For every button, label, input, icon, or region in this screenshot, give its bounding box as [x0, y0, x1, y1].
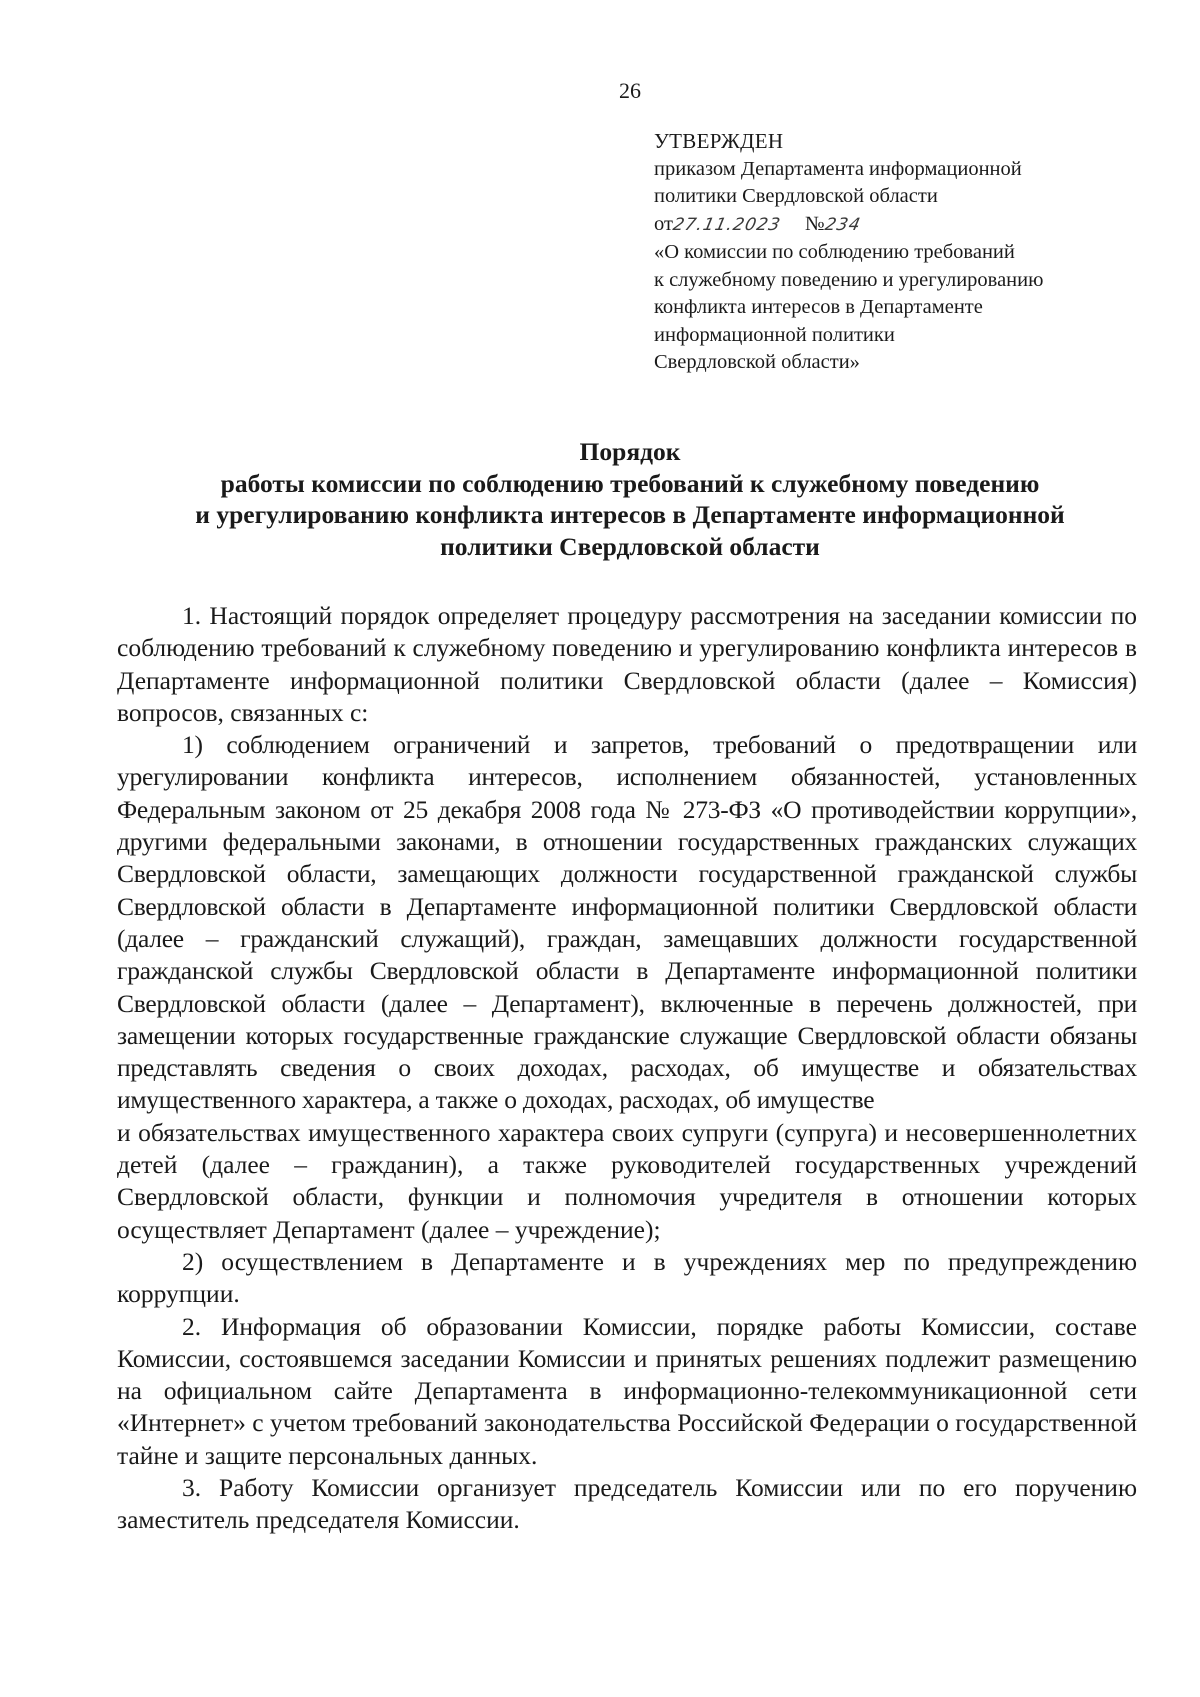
approval-stamp — [654, 128, 1164, 377]
approval-line: Свердловской области» — [654, 351, 860, 373]
paragraph: 2. Информация об образовании Комиссии, порядке работы Комиссии, составе Комиссии, состоявшемся заседании Комиссии и принятых решениях подлежит размещению на официальном сайте Департамента в информационно-телекоммуникационной сети «Интернет» с учетом требований законодательства Российской Федерации о государственной тайне и защите персональных данных. — [117, 1311, 1137, 1470]
title-line: работы комиссии по соблюдению требований к служебному поведению — [220, 468, 1040, 498]
handwritten-number: 234 — [822, 214, 863, 235]
handwritten-date: 27.11.2023 — [670, 214, 783, 235]
approval-line: к служебному поведению и урегулированию — [654, 268, 1044, 291]
approval-line: приказом Департамента информационной — [654, 157, 1022, 180]
title-line: и урегулированию конфликта интересов в Департаменте информационной — [195, 500, 1065, 529]
paragraph: 3. Работу Комиссии организует председатель Комиссии или по его поручению заместитель председателя Комиссии. — [117, 1473, 1137, 1535]
paragraph: 1) соблюдением ограничений и запретов, требований о предотвращении или урегулировании конфликта интересов, исполнением обязанностей, установленных Федеральным законом от 25 декабря 2008 года № 273-ФЗ «О противодействии коррупции», другими федеральными законами, в отношении государственных гражданских служащих Свердловской области, замещающих должности государственной гражданской службы Свердловской области в Департаменте информационной политики Свердловской области (далее – гражданский служащий), граждан, замещавших должности государственной гражданской службы Свердловской области в Департаменте информационной политики Свердловской области (далее – Департамент), включенные в перечень должностей, при замещении которых государственные гражданские служащие Свердловской области обязаны представлять сведения о своих доходах, расходах, об имуществе и обязательствах имущественного характера, а также о доходах, расходах, об имуществе — [117, 730, 1137, 1115]
approval-date-line — [654, 211, 1164, 240]
paragraph: 1. Настоящий порядок определяет процедуру рассмотрения на заседании комиссии по соблюдению требований к служебному поведению и урегулированию конфликта интересов в Департаменте информационной политики Свердловской области (далее – Комиссия) вопросов, связанных с: — [117, 601, 1137, 727]
title-line: политики Свердловской области — [440, 531, 820, 561]
approval-line: конфликта интересов в Департаменте — [654, 296, 983, 318]
paragraph: 2) осуществлением в Департаменте и в учреждениях мер по предупреждению коррупции. — [117, 1246, 1137, 1309]
approval-title: УТВЕРЖДЕН — [654, 129, 784, 153]
approval-line: «О комиссии по соблюдению требований — [654, 241, 1015, 263]
approval-line: информационной политики — [654, 323, 895, 346]
date-prefix: от — [654, 212, 673, 235]
page-number: 26 — [619, 78, 641, 103]
paragraph-continuation: и обязательствах имущественного характера своих супруги (супруга) и несовершеннолетних детей (далее – гражданин), а также руководителей государственных учреждений Свердловской области, функции и полномочия учредителя в отношении которых осуществляет Департамент (далее – учреждение); — [117, 1117, 1137, 1244]
number-label: № — [804, 212, 825, 235]
document-body — [117, 600, 1137, 1537]
document-title — [140, 436, 1120, 562]
approval-line: политики Свердловской области — [654, 185, 938, 207]
title-line: Порядок — [579, 437, 681, 466]
